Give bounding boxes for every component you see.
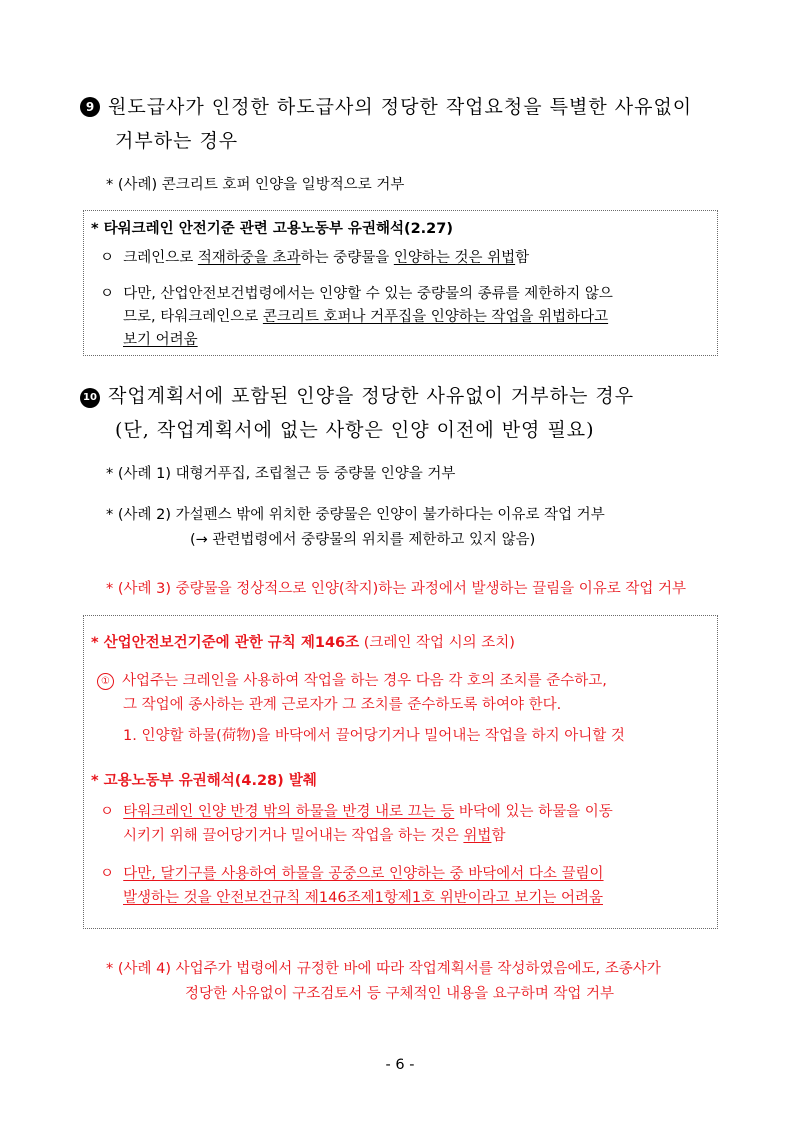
section-10-example-1: * (사례 1) 대형거푸집, 조립철근 등 중량물 인양을 거부 <box>106 466 456 482</box>
section-10-example-3: * (사례 3) 중량물을 정상적으로 인양(착지)하는 과정에서 발생하는 끌림을 이유로 작업 거부 <box>106 581 687 597</box>
box1-bullet-2-line1: ㅇ 다만, 산업안전보건법령에서는 인양할 수 있는 중량물의 종류를 제한하지 않으 <box>100 286 613 302</box>
box1-bullet-1: ㅇ 크레인으로 적재하중을 초과하는 중량물을 인양하는 것은 위법함 <box>100 250 530 266</box>
bullet-marker: ㅇ <box>100 866 115 882</box>
circled-one-marker: ① <box>97 673 114 690</box>
page-number: - 6 - <box>385 1057 415 1073</box>
number-9-badge: 9 <box>80 97 100 117</box>
box2-paragraph-line1: ① 사업주는 크레인을 사용하여 작업을 하는 경우 다음 각 호의 조치를 준수하고, <box>97 669 607 690</box>
number-10-badge: 10 <box>80 388 100 408</box>
box2-title: * 산업안전보건기준에 관한 규칙 제146조 (크레인 작업 시의 조치) <box>91 635 515 651</box>
box2-item-1: 1. 인양할 하물(荷物)을 바닥에서 끌어당기거나 밀어내는 작업을 하지 아니할 것 <box>123 728 625 744</box>
box2-bullet-2-line1: ㅇ 다만, 달기구를 사용하여 하물을 공중으로 인양하는 중 바닥에서 다소 끌림이 <box>100 866 604 882</box>
section-10-example-2-note: (→ 관련법령에서 중량물의 위치를 제한하고 있지 않음) <box>190 532 536 548</box>
bullet-marker: ㅇ <box>100 286 115 302</box>
section-9-heading-line1 <box>80 92 692 119</box>
box1-bullet-2-line2: 므로, 타워크레인으로 콘크리트 호퍼나 거푸집을 인양하는 작업을 위법하다고 <box>123 309 609 325</box>
bullet-marker: ㅇ <box>100 804 115 820</box>
section-10-heading-line1 <box>80 381 634 408</box>
section-9-heading-line2: 거부하는 경우 <box>115 130 239 152</box>
section-9-example: * (사례) 콘크리트 호퍼 인양을 일방적으로 거부 <box>106 177 405 193</box>
example-4-line2: 정당한 사유없이 구조검토서 등 구체적인 내용을 요구하며 작업 거부 <box>185 986 615 1002</box>
section-10-heading-line2: (단, 작업계획서에 없는 사항은 인양 이전에 반영 필요) <box>115 419 595 441</box>
example-4-line1: * (사례 4) 사업주가 법령에서 규정한 바에 따라 작업계획서를 작성하였음에도, 조종사가 <box>106 961 661 977</box>
section-10-example-2: * (사례 2) 가설펜스 밖에 위치한 중량물은 인양이 불가하다는 이유로 작업 거부 <box>106 507 605 523</box>
section-9-title: 원도급사가 인정한 하도급사의 정당한 작업요청을 특별한 사유없이 <box>108 96 693 118</box>
section-10-title: 작업계획서에 포함된 인양을 정당한 사유없이 거부하는 경우 <box>108 385 635 407</box>
bullet-marker: ㅇ <box>100 250 115 266</box>
box1-bullet-2-line3: 보기 어려움 <box>123 332 198 348</box>
box2-bullet-2-line2: 발생하는 것을 안전보건규칙 제146조제1항제1호 위반이라고 보기는 어려움 <box>123 890 603 906</box>
box2-subtitle: * 고용노동부 유권해석(4.28) 발췌 <box>91 773 317 789</box>
box2-paragraph-line2: 그 작업에 종사하는 관계 근로자가 그 조치를 준수하도록 하여야 한다. <box>123 697 562 713</box>
box1-title: * 타워크레인 안전기준 관련 고용노동부 유권해석(2.27) <box>91 221 453 237</box>
box2-bullet-1-line2: 시키기 위해 끌어당기거나 밀어내는 작업을 하는 것은 위법함 <box>123 828 506 844</box>
box2-bullet-1-line1: ㅇ 타워크레인 인양 반경 밖의 하물을 반경 내로 끄는 등 바닥에 있는 하물을 이동 <box>100 804 613 820</box>
